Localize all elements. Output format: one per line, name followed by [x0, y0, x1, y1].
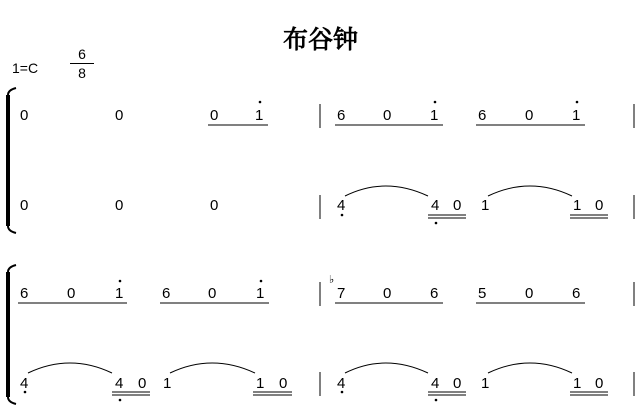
flat-sign: ♭	[329, 274, 335, 286]
note-2-upper-4: 6	[162, 285, 171, 302]
score-title: 布谷钟	[282, 25, 358, 54]
note-1-lower-4: 4	[337, 197, 346, 214]
note-2-lower-10: 1	[481, 375, 490, 392]
high-octave-dot	[259, 101, 262, 104]
note-2-upper-10: 5	[478, 285, 487, 302]
note-1-upper-5: 6	[337, 107, 346, 124]
note-2-lower-8: 4	[431, 375, 440, 392]
note-2-lower-12: 0	[595, 375, 604, 392]
system-2-bracket	[8, 265, 16, 404]
note-2-upper-7: 7	[337, 285, 346, 302]
tie-arc	[488, 363, 572, 373]
note-1-lower-8: 1	[573, 197, 582, 214]
tie-arc	[345, 363, 428, 373]
note-1-lower-5: 4	[431, 197, 440, 214]
note-1-lower-2: 0	[115, 197, 124, 214]
note-2-lower-1: 4	[20, 375, 29, 392]
time-denominator: 8	[78, 65, 86, 81]
note-1-upper-9: 0	[525, 107, 534, 124]
note-2-upper-1: 6	[20, 285, 29, 302]
note-1-lower-6: 0	[453, 197, 462, 214]
note-2-upper-2: 0	[67, 285, 76, 302]
tie-arc	[28, 363, 112, 373]
note-2-upper-6: 1	[256, 285, 265, 302]
note-1-upper-1: 0	[20, 107, 29, 124]
note-2-lower-2: 4	[115, 375, 124, 392]
note-1-lower-1: 0	[20, 197, 29, 214]
note-1-upper-3: 0	[210, 107, 219, 124]
note-2-upper-11: 0	[525, 285, 534, 302]
time-numerator: 6	[78, 46, 86, 62]
high-octave-dot	[576, 101, 579, 104]
key-signature: 1=C	[12, 60, 39, 76]
high-octave-dot	[119, 280, 122, 283]
low-octave-dot	[435, 399, 438, 402]
note-2-upper-5: 0	[208, 285, 217, 302]
note-2-upper-3: 1	[115, 285, 124, 302]
tie-arc	[345, 186, 428, 196]
note-1-upper-8: 6	[478, 107, 487, 124]
note-1-upper-10: 1	[572, 107, 581, 124]
note-1-upper-2: 0	[115, 107, 124, 124]
high-octave-dot	[260, 280, 263, 283]
note-2-lower-11: 1	[573, 375, 582, 392]
note-2-lower-5: 1	[256, 375, 265, 392]
note-1-lower-3: 0	[210, 197, 219, 214]
note-2-upper-12: 6	[572, 285, 581, 302]
note-1-lower-7: 1	[481, 197, 490, 214]
note-2-upper-9: 6	[430, 285, 439, 302]
low-octave-dot	[341, 214, 344, 217]
note-2-lower-4: 1	[163, 375, 172, 392]
note-2-lower-9: 0	[453, 375, 462, 392]
low-octave-dot	[119, 399, 122, 402]
note-2-lower-6: 0	[279, 375, 288, 392]
system-1-bracket	[8, 88, 16, 233]
note-1-upper-7: 1	[430, 107, 439, 124]
note-2-lower-3: 0	[138, 375, 147, 392]
note-1-upper-4: 1	[255, 107, 264, 124]
tie-arc	[170, 363, 255, 373]
note-1-upper-6: 0	[383, 107, 392, 124]
tie-arc	[488, 186, 572, 196]
high-octave-dot	[434, 101, 437, 104]
note-1-lower-9: 0	[595, 197, 604, 214]
low-octave-dot	[435, 222, 438, 225]
note-2-lower-7: 4	[337, 375, 346, 392]
note-2-upper-8: 0	[383, 285, 392, 302]
